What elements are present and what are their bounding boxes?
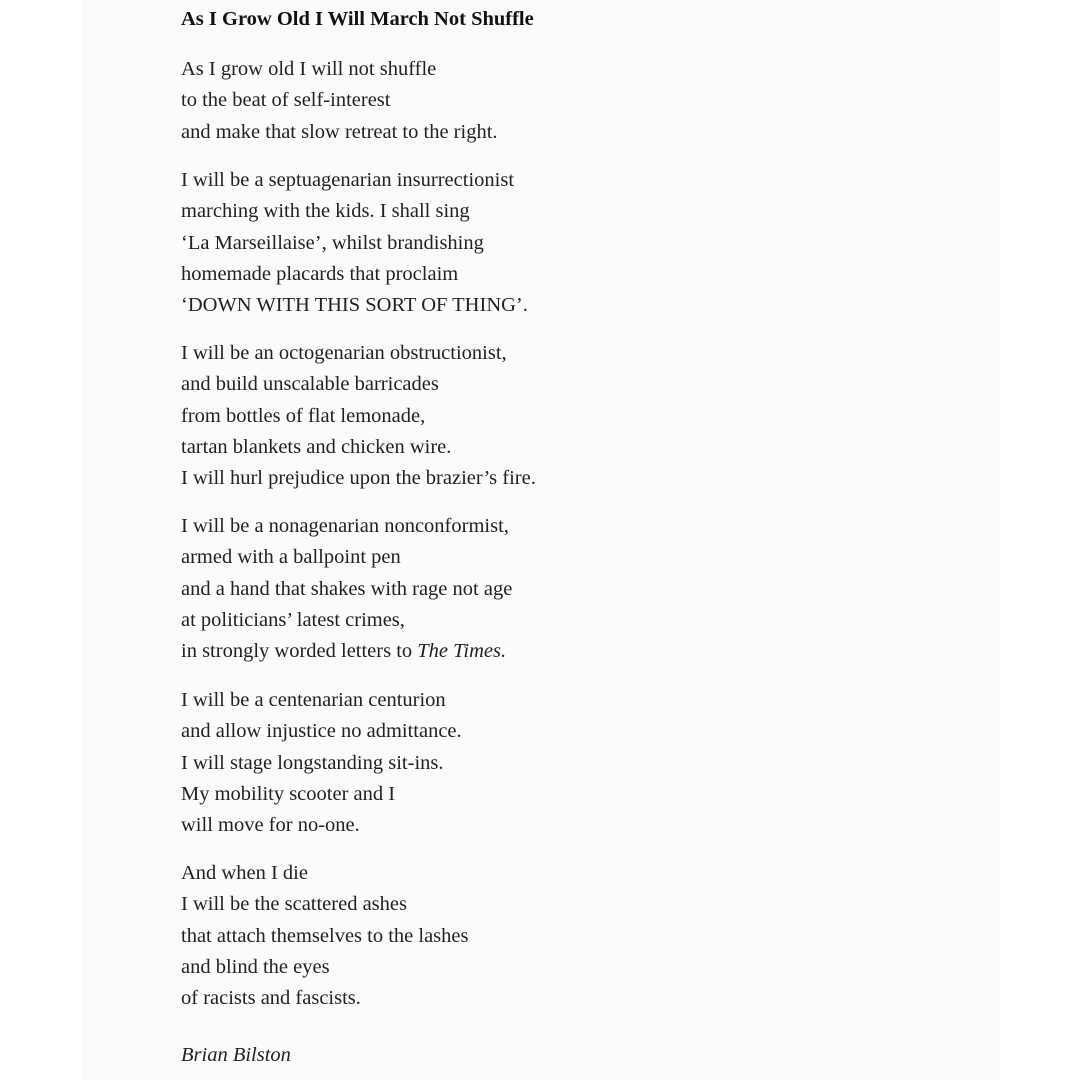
poem-line: ‘DOWN WITH THIS SORT OF THING’. <box>181 294 528 317</box>
poem-line: at politicians’ latest crimes, <box>181 608 405 631</box>
stanza-4 <box>181 511 512 667</box>
poem-line: tartan blankets and chicken wire. <box>181 435 452 458</box>
poem-line: I will hurl prejudice upon the brazier’s fire. <box>181 467 536 490</box>
poem-line: I will be a centenarian centurion <box>181 689 446 711</box>
stanza-3 <box>181 338 536 494</box>
poem-line: and build unscalable barricades <box>181 373 439 396</box>
poem-line: and allow injustice no admittance. <box>181 720 462 743</box>
poem-title: As I Grow Old I Will March Not Shuffle <box>181 8 534 30</box>
poem-line: marching with the kids. I shall sing <box>181 200 470 223</box>
poem-line: My mobility scooter and I <box>181 782 396 805</box>
stanza-2 <box>181 165 528 321</box>
poem-line: from bottles of flat lemonade, <box>181 404 426 427</box>
line-text: in strongly worded letters to <box>181 640 418 663</box>
stanza-5 <box>181 685 462 841</box>
poem-line: I will be a septuagenarian insurrectionist <box>181 169 515 191</box>
poem-line: will move for no-one. <box>181 814 360 837</box>
poem-line: I will be the scattered ashes <box>181 893 407 916</box>
poem-line <box>181 636 512 667</box>
stanza-6 <box>181 858 468 1014</box>
poem-line: that attach themselves to the lashes <box>181 924 469 947</box>
poem-line: to the beat of self-interest <box>181 89 391 112</box>
poem-line: homemade placards that proclaim <box>181 262 459 285</box>
poem-line: As I grow old I will not shuffle <box>181 58 437 80</box>
line-punctuation: . <box>501 640 507 663</box>
poem-line: of racists and fascists. <box>181 987 361 1010</box>
poem-line: And when I die <box>181 862 308 884</box>
poem-line: armed with a ballpoint pen <box>181 546 401 569</box>
poem-line: and a hand that shakes with rage not age <box>181 577 513 600</box>
poem-line: I will be a nonagenarian nonconformist, <box>181 515 509 537</box>
stanza-1 <box>181 54 498 148</box>
newspaper-title: The Times <box>417 640 502 663</box>
poem-line: and make that slow retreat to the right. <box>181 120 498 143</box>
poem-line: I will stage longstanding sit-ins. <box>181 751 444 774</box>
poem-line: and blind the eyes <box>181 955 330 978</box>
author-signature: Brian Bilston <box>181 1044 291 1066</box>
poem-line: ‘La Marseillaise’, whilst brandishing <box>181 231 484 254</box>
poem-line: I will be an octogenarian obstructionist, <box>181 342 507 364</box>
